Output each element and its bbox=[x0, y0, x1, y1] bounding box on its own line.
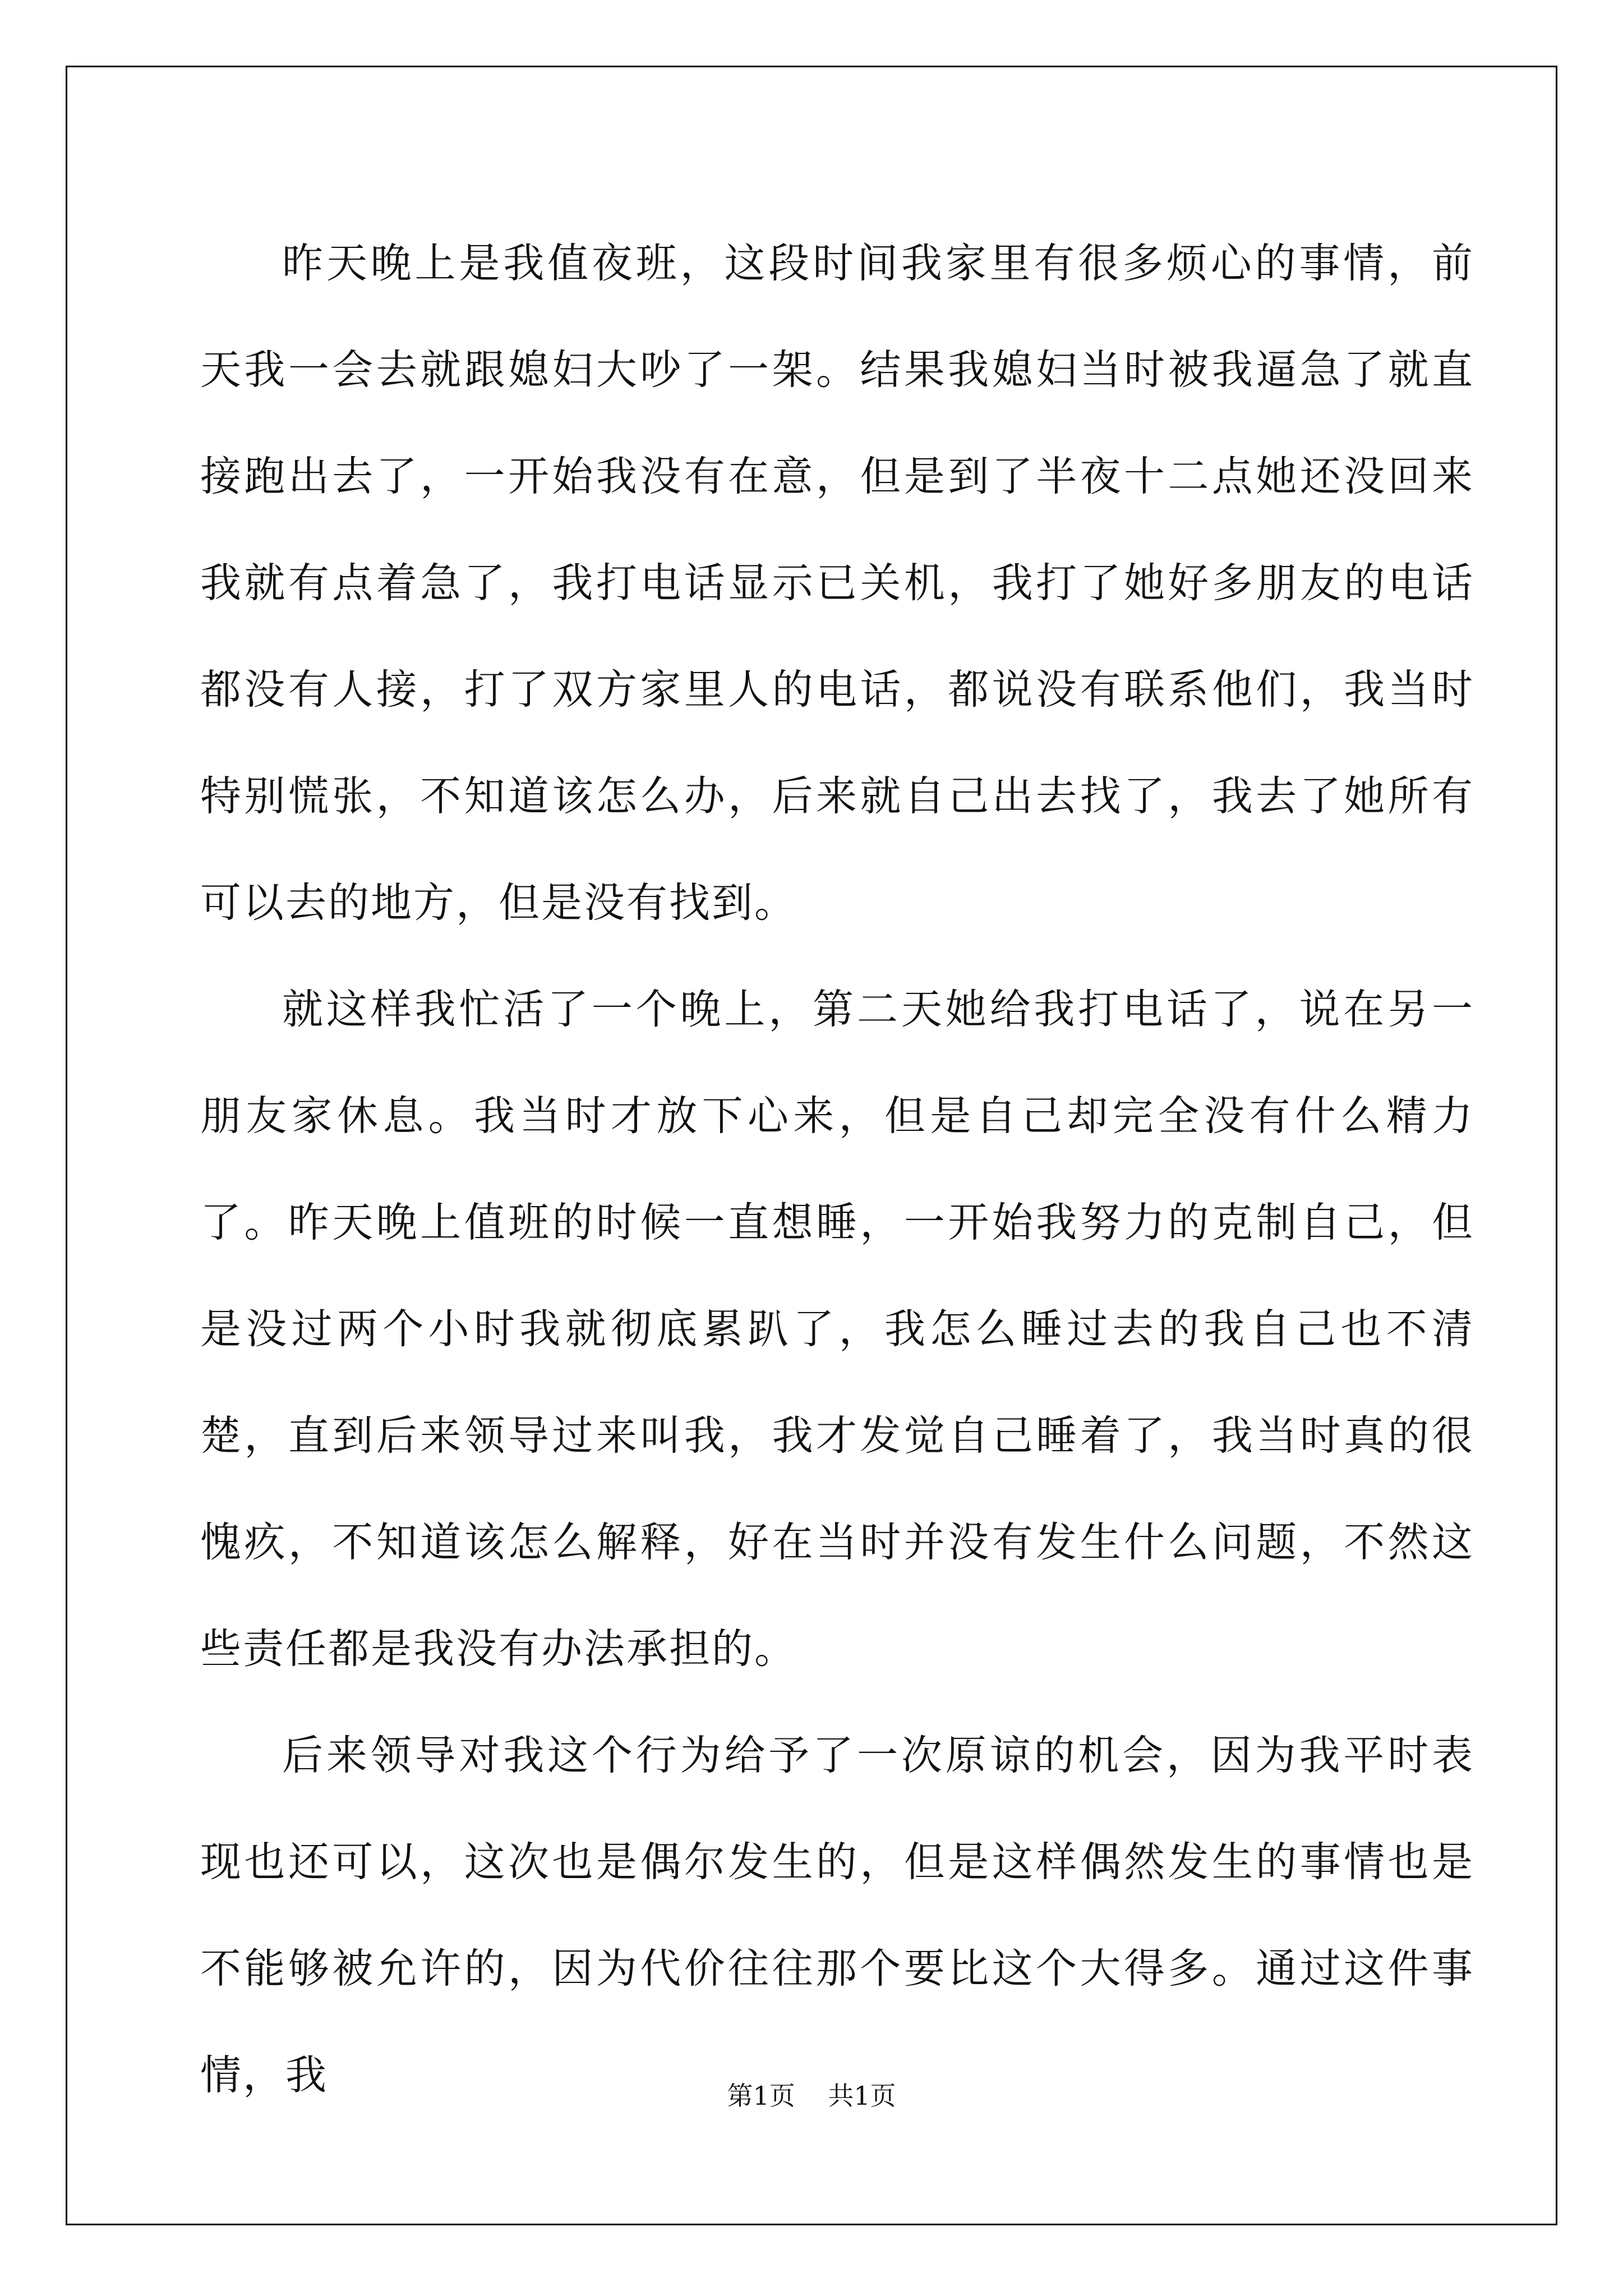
paragraph: 就这样我忙活了一个晚上，第二天她给我打电话了，说在另一朋友家休息。我当时才放下心来，但是自己却完全没有什么精力了。昨天晚上值班的时候一直想睡，一开始我努力的克制自己，但是没过两个小时我就彻底累趴了，我怎么睡过去的我自己也不清楚，直到后来领导过来叫我，我才发觉自己睡着了，我当时真的很愧疚，不知道该怎么解释，好在当时并没有发生什么问题，不然这些责任都是我没有办法承担的。 bbox=[200, 986, 1474, 1673]
paragraph: 昨天晚上是我值夜班，这段时间我家里有很多烦心的事情，前天我一会去就跟媳妇大吵了一架。结果我媳妇当时被我逼急了就直接跑出去了，一开始我没有在意，但是到了半夜十二点她还没回来我就有点着急了，我打电话显示已关机，我打了她好多朋友的电话都没有人接，打了双方家里人的电话，都说没有联系他们，我当时特别慌张，不知道该怎么办，后来就自己出去找了，我去了她所有可以去的地方，但是没有找到。 bbox=[200, 240, 1474, 927]
paragraph: 后来领导对我这个行为给予了一次原谅的机会，因为我平时表现也还可以，这次也是偶尔发生的，但是这样偶然发生的事情也是不能够被允许的，因为代价往往那个要比这个大得多。通过这件事情，我 bbox=[200, 1732, 1474, 2099]
document-body bbox=[200, 210, 1474, 2129]
page-total: 共1页 bbox=[828, 2081, 896, 2111]
page-footer bbox=[0, 2076, 1623, 2113]
page-number: 第1页 bbox=[727, 2081, 795, 2111]
